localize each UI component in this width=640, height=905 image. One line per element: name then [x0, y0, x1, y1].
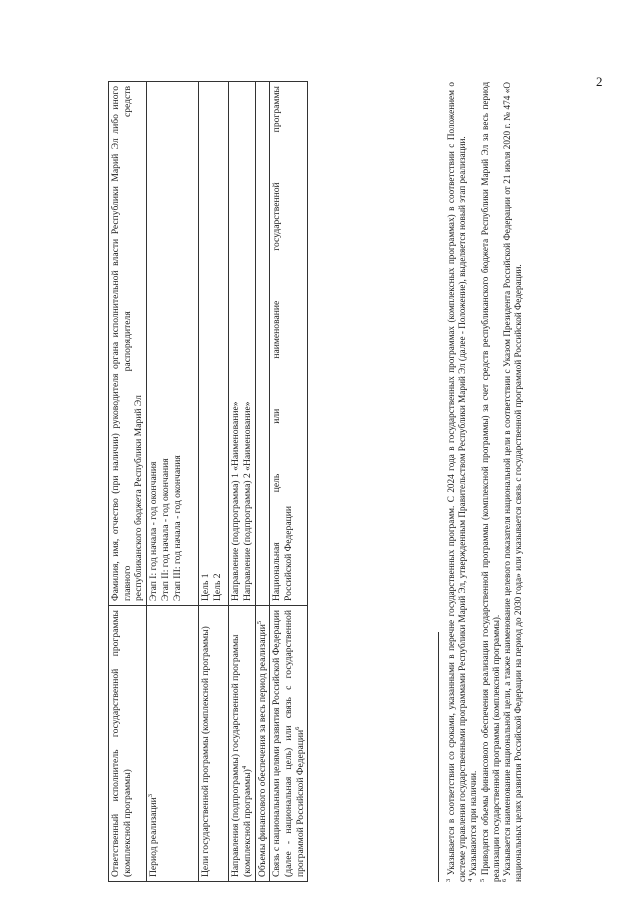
row-value [270, 82, 308, 606]
label-text: Объемы финансового обеспечения за весь период реализации [256, 624, 268, 877]
footnote [468, 82, 479, 882]
footnote [502, 82, 524, 882]
label-text: Период реализации [148, 797, 160, 877]
passport-table [108, 81, 308, 882]
row-label [147, 606, 199, 882]
table-row [109, 82, 147, 882]
footnote-separator [438, 632, 439, 882]
value-line: Направление (подпрограмма) 1 «Наименование» [230, 401, 242, 601]
footnote-ref: 4 [240, 765, 248, 770]
table-row [229, 82, 255, 882]
label-line: Ответственный исполнитель государственной программы [110, 610, 121, 877]
label-text: Направления (подпрограммы) государственной программы (комплексной программы) [230, 634, 253, 877]
value-line: Цель 2 [211, 573, 223, 601]
value-line: Этап I: год начала - год окончания [148, 461, 160, 601]
label-line: (комплексной программы) [121, 769, 133, 877]
table-row [147, 82, 199, 882]
value-line: Фамилия, имя, отчество (при наличии) руководителя органа исполнительной власти Республики Марий Эл либо иного главного распорядителя средств [110, 86, 133, 601]
value-line: Направление (подпрограмма) 2 «Наименование» [241, 401, 253, 601]
footnote-text: Указываются при наличии. [468, 770, 479, 877]
row-value [229, 82, 255, 606]
label-text: Связь с национальными целями развития Российской Федерации (далее - национальная цель) или связь с государственной программой Российской Федерации [271, 610, 306, 877]
table-row [255, 82, 270, 882]
value-line: Этап III: год начала - год окончания [171, 455, 183, 601]
rotated-page-content [88, 82, 618, 882]
footnote-text: Указывается наименование национальной цели, а также наименование целевого показателя национальной цели в соответствии с Указом Президента Российской Федерации от 21 июля 2020 г. № 474 «О национальных целях развития Российской Федерации на период до 2030 года» или указывается связь с государственной программой Российской Федерации. [502, 82, 524, 882]
row-label [255, 606, 270, 882]
footnotes [446, 82, 525, 882]
table-row [270, 82, 308, 882]
footnote-ref: 3 [146, 793, 154, 798]
footnote [446, 82, 468, 882]
table-row [199, 82, 229, 882]
footnote-ref: 6 [293, 726, 301, 730]
footnote-ref: 5 [255, 620, 263, 625]
value-line: Национальная цель или наименование государственной программы [271, 86, 283, 601]
footnote-mark: 6 [501, 878, 509, 882]
row-label [199, 606, 229, 882]
footnote-text: Приводятся объемы финансового обеспечения реализации государственной программы (комплексной программы) за счет средств республиканского бюджета Республики Марий Эл за весь период реализации государственной программы (комплексной программы). [479, 82, 501, 882]
row-value [109, 82, 147, 606]
row-value [255, 82, 270, 606]
row-label [270, 606, 308, 882]
value-line: республиканского бюджета Республики Марий Эл [133, 395, 145, 601]
value-line: Этап II: год начала - год окончания [159, 458, 171, 601]
row-value [199, 82, 229, 606]
footnote-mark: 3 [444, 878, 452, 882]
footnote-mark: 5 [478, 878, 486, 882]
row-label [229, 606, 255, 882]
row-label [109, 606, 147, 882]
page-number: 2 [596, 74, 603, 89]
value-line: Российской Федерации [282, 506, 294, 601]
footnote [480, 82, 502, 882]
label-text: Цели государственной программы (комплексной программы) [200, 626, 212, 877]
row-value [147, 82, 199, 606]
value-line: Цель 1 [200, 573, 212, 601]
footnote-mark: 4 [467, 878, 475, 882]
footnote-text: Указывается в соответствии со сроками, указанными в перечне государственных программ. С 2024 года в государственных программах (комплексных программах) в соответствии с Положением о системе управления государственными программами Республики Марий Эл, утвержденным Правительством Республики Марий Эл (далее - Положение), выделяется новый этап реализации. [446, 81, 468, 882]
